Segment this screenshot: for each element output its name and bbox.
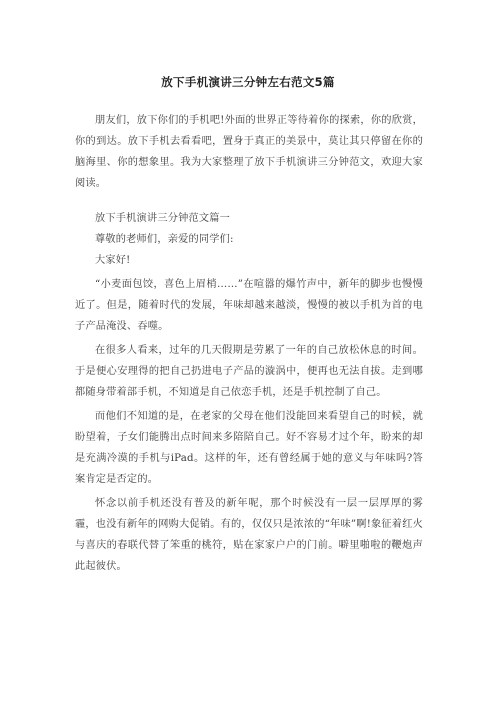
document-title: 放下手机演讲三分钟左右范文5篇 — [161, 75, 335, 89]
section-heading: 放下手机演讲三分钟范文篇一 — [95, 213, 231, 224]
body-paragraph: 在很多人看来，过年的几天假期是劳累了一年的自己放松休息的时间。于是便心安理得的把自己扔进电子产品的漩涡中，便再也无法自拔。走到哪都随身带着部手机，不知道是自己依恋手机，还是手机控制了自己。 — [75, 345, 423, 398]
salutation: 尊敬的老师们，亲爱的同学们: — [95, 234, 234, 245]
greeting: 大家好! — [95, 255, 131, 266]
body-paragraph: 而他们不知道的是，在老家的父母在他们没能回来看望自己的时候，就盼望着，子女们能腾出点时间来多陪陪自己。好不容易才过个年，盼来的却是充满冷漠的手机与iPad。这样的年，还有曾经属于她的意义与年味吗?答案肯定是否定的。 — [75, 411, 423, 485]
body-paragraph: “小麦面包饺，喜色上眉梢……”在喧嚣的爆竹声中，新年的脚步也慢慢近了。但是，随着时代的发展，年味却越来越淡，慢慢的被以手机为首的电子产品淹没、吞噬。 — [75, 279, 423, 332]
speech-section — [75, 208, 423, 577]
intro-block — [75, 110, 423, 194]
intro-paragraph: 朋友们，放下你们的手机吧!外面的世界正等待着你的探索，你的欣赏，你的到达。放下手机去看看吧，置身于真正的美景中，莫让其只停留在你的脑海里、你的想象里。我为大家整理了放下手机演讲三分钟范文，欢迎大家阅读。 — [75, 115, 423, 189]
body-paragraph: 怀念以前手机还没有普及的新年呢，那个时候没有一层一层厚厚的雾霾，也没有新年的网购大促销。有的，仅仅只是浓浓的“年味”啊!象征着红火与喜庆的春联代替了笨重的桃符，贴在家家户户的门前。噼里啪啦的鞭炮声此起彼伏。 — [75, 498, 423, 572]
